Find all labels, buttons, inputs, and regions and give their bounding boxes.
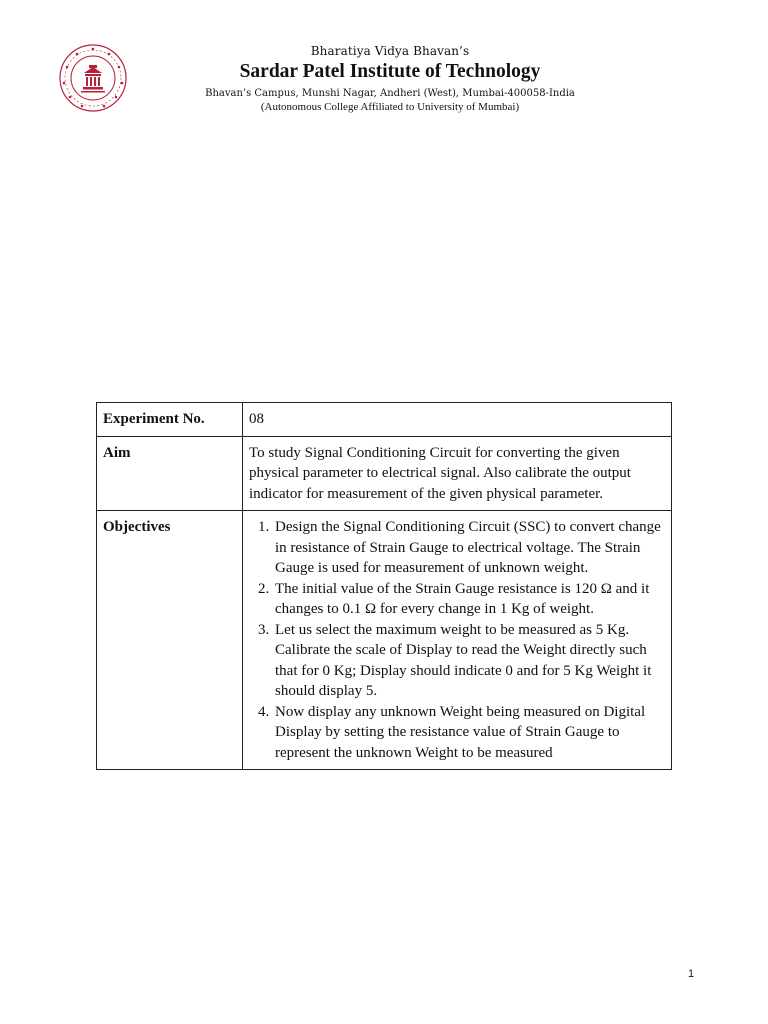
institute-name: Sardar Patel Institute of Technology [239,61,541,82]
objective-item: 2. The initial value of the Strain Gauge resistance is 120 Ω and it changes to 0.1 Ω for every change in 1 Kg of weight. [273,579,665,620]
table-row-aim [97,436,672,511]
institute-affiliation: (Autonomous College Affiliated to University of Mumbai) [260,101,520,113]
objective-item: 1. Design the Signal Conditioning Circuit (SSC) to convert change in resistance of Strain Gauge to electrical voltage. The Strain Gauge is used for measurement of unknown weight. [273,517,665,579]
institute-logo [56,41,130,115]
objectives-cell [243,511,672,770]
experiment-value: 08 [243,403,672,437]
objective-item: 4. Now display any unknown Weight being measured on Digital Display by setting the resistance value of Strain Gauge to represent the unknown Weight to be measured [273,702,665,764]
table-row-objectives [97,511,672,770]
page-number: 1 [688,968,695,980]
institute-seal-icon [56,41,130,115]
objective-item: 3. Let us select the maximum weight to be measured as 5 Kg. Calibrate the scale of Display to read the Weight directly such that for 0 Kg; Display should indicate 0 and for 5 Kg Weight it should display 5. [273,620,665,702]
objectives-list [249,517,665,763]
table-row-experiment [97,403,672,437]
institute-address: Bhavan’s Campus, Munshi Nagar, Andheri (West), Mumbai-400058-India [205,88,575,99]
society-name: Bharatiya Vidya Bhavan’s [310,44,470,58]
experiment-table [96,402,672,770]
aim-label: Aim [97,436,243,511]
aim-text: To study Signal Conditioning Circuit for converting the given physical parameter to electrical signal. Also calibrate the output indicator for measurement of the given physical parameter. [243,436,672,511]
objectives-label: Objectives [97,511,243,770]
letterhead [150,43,630,114]
experiment-label: Experiment No. [97,403,243,437]
